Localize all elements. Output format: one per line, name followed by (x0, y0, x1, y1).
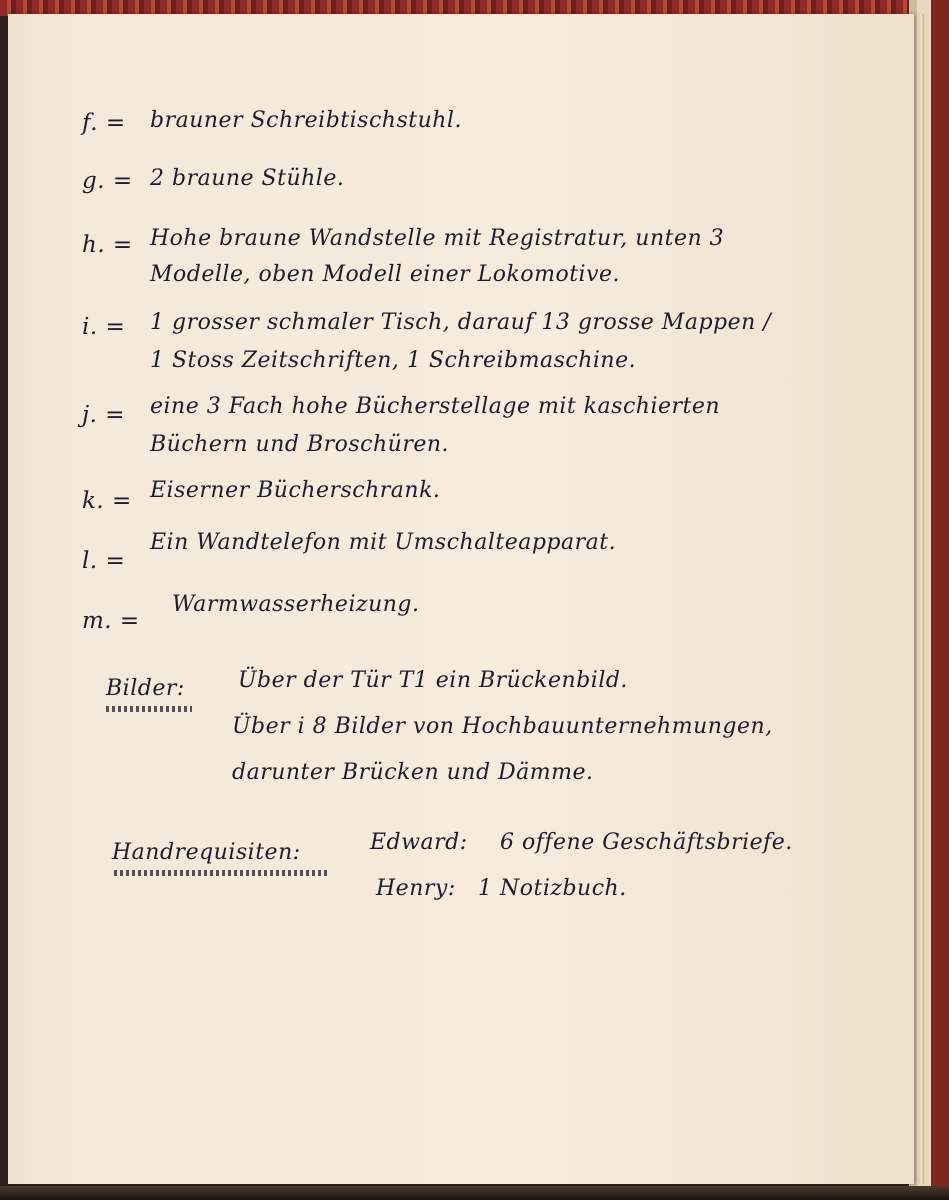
item-key-j: j. = (82, 402, 126, 428)
item-key-m: m. = (82, 608, 140, 634)
item-text-m: Warmwasserheizung. (172, 592, 420, 617)
bilder-line-1: Über der Tür T1 ein Brückenbild. (238, 668, 628, 693)
book-cover-bottom-edge (0, 1186, 949, 1200)
item-key-g: g. = (82, 168, 133, 194)
item-key-l: l. = (82, 548, 126, 574)
item-text-g: 2 braune Stühle. (150, 166, 345, 191)
book-cover-right-edge (909, 0, 949, 1200)
bilder-line-2: Über i 8 Bilder von Hochbauunternehmungen, (232, 714, 773, 739)
paper-page (8, 14, 914, 1184)
requisit-name-edward: Edward: (370, 830, 468, 855)
item-text-i-line2: 1 Stoss Zeitschriften, 1 Schreibmaschine. (150, 348, 637, 373)
item-key-i: i. = (82, 314, 126, 340)
item-key-f: f. = (82, 110, 126, 136)
item-text-h-line1: Hohe braune Wandstelle mit Registratur, unten 3 (150, 226, 725, 251)
item-text-j-line1: eine 3 Fach hohe Bücherstellage mit kaschierten (150, 394, 721, 419)
item-text-l: Ein Wandtelefon mit Umschalteapparat. (150, 530, 617, 555)
item-text-h-line2: Modelle, oben Modell einer Lokomotive. (150, 262, 621, 287)
item-text-j-line2: Büchern und Broschüren. (150, 432, 450, 457)
item-key-h: h. = (82, 232, 133, 258)
bilder-heading: Bilder: (106, 676, 185, 701)
item-key-k: k. = (82, 488, 132, 514)
item-text-k: Eiserner Bücherschrank. (150, 478, 441, 503)
bilder-heading-underline (106, 706, 192, 712)
bilder-line-3: darunter Brücken und Dämme. (232, 760, 594, 785)
item-text-f: brauner Schreibtischstuhl. (150, 108, 462, 133)
handrequisiten-heading-underline (114, 870, 330, 876)
handrequisiten-heading: Handrequisiten: (112, 840, 301, 865)
requisit-name-henry: Henry: (376, 876, 456, 901)
requisit-text-edward: 6 offene Geschäftsbriefe. (500, 830, 793, 855)
requisit-text-henry: 1 Notizbuch. (478, 876, 627, 901)
item-text-i-line1: 1 grosser schmaler Tisch, darauf 13 grosse Mappen / (150, 310, 772, 335)
page-stack-edge (918, 14, 924, 1184)
